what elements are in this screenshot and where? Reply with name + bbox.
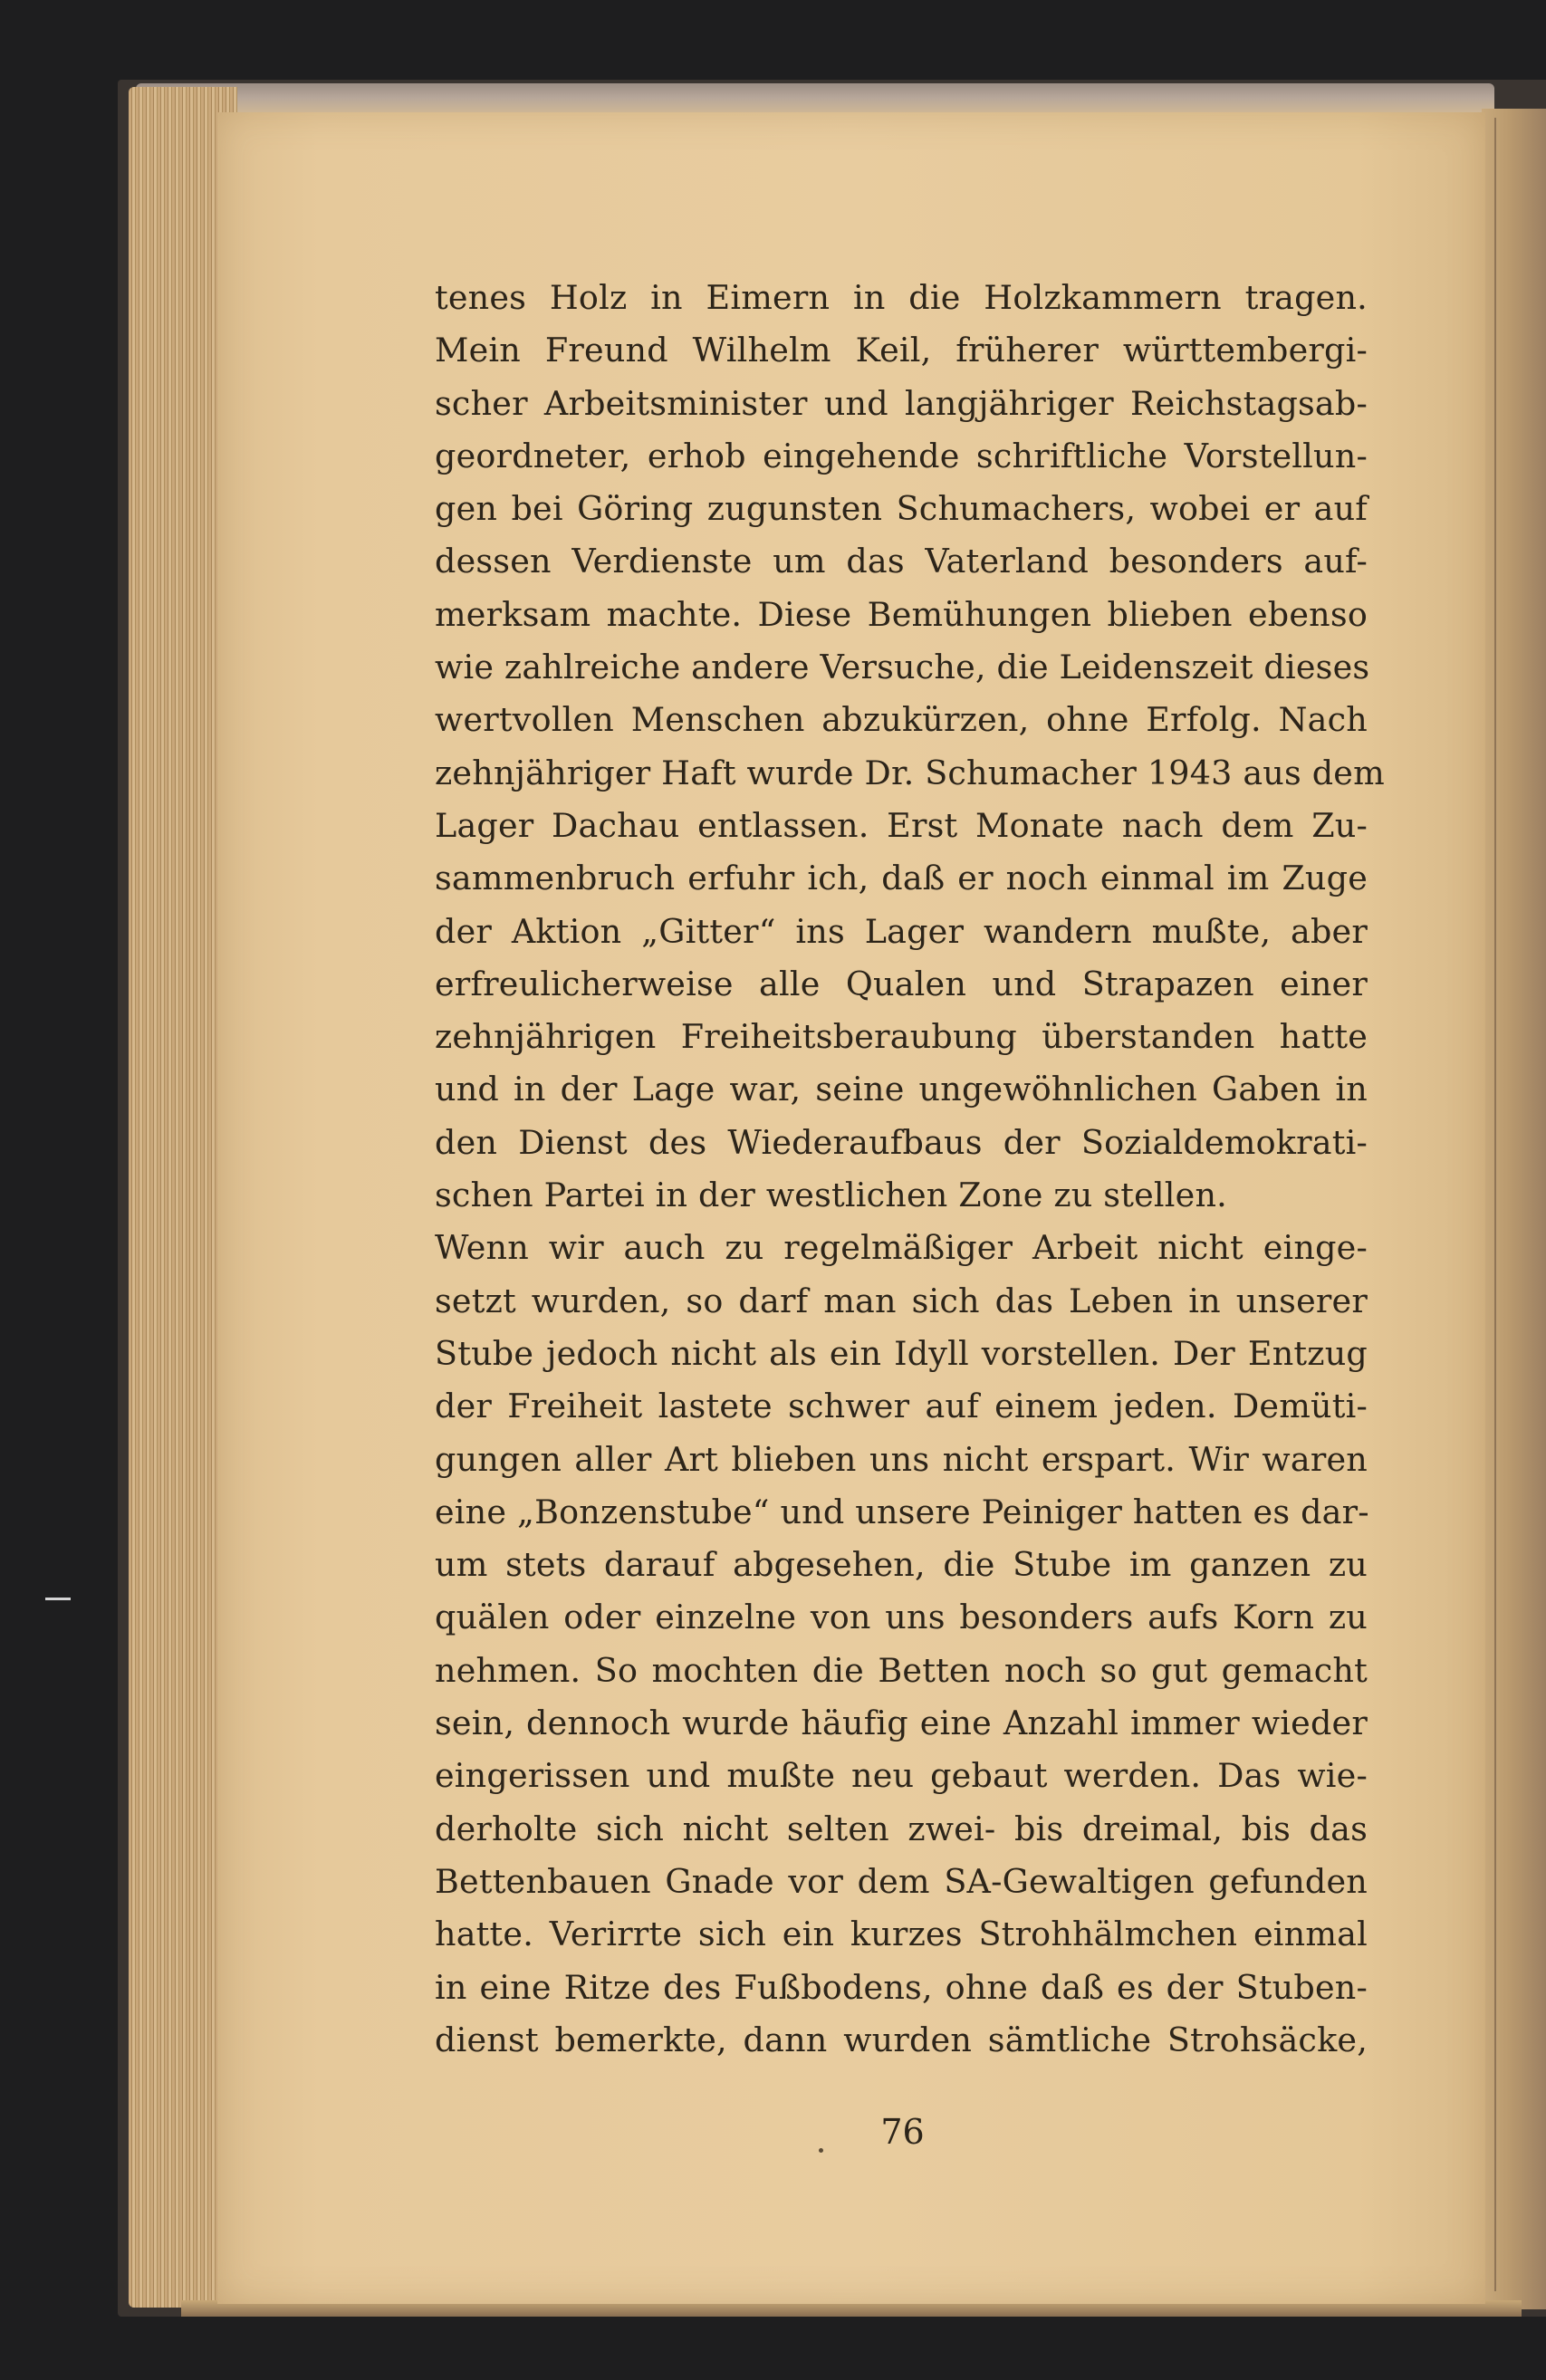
text-line: in eine Ritze des Fußbodens, ohne daß es der Stuben- xyxy=(435,1967,1368,2007)
text-line: derholte sich nicht selten zwei- bis dreimal, bis das xyxy=(435,1809,1368,1848)
text-line: schen Partei in der westlichen Zone zu stellen. xyxy=(435,1176,1227,1215)
text-line: geordneter, erhob eingehende schriftliche Vorstellun- xyxy=(435,436,1368,475)
text-line: scher Arbeitsminister und langjähriger Reichstagsab- xyxy=(435,383,1368,423)
page-number: 76 xyxy=(880,2112,925,2152)
text-line: eingerissen und mußte neu gebaut werden. Das wie- xyxy=(435,1756,1368,1796)
text-line: tenes Holz in Eimern in die Holzkammern tragen. xyxy=(435,278,1368,317)
text-line: sein, dennoch wurde häufig eine Anzahl immer wieder xyxy=(435,1703,1368,1743)
text-line: sammenbruch erfuhr ich, daß er noch einmal im Zuge xyxy=(435,859,1368,898)
text-line: Wenn wir auch zu regelmäßiger Arbeit nicht einge- xyxy=(435,1228,1368,1268)
text-line: nehmen. So mochten die Betten noch so gut gemacht xyxy=(435,1650,1368,1690)
text-line: und in der Lage war, seine ungewöhnlichen Gaben in xyxy=(435,1070,1368,1109)
text-line: um stets darauf abgesehen, die Stube im ganzen zu xyxy=(435,1545,1368,1585)
text-line: Bettenbauen Gnade vor dem SA-Gewaltigen gefunden xyxy=(435,1861,1368,1901)
text-line: Mein Freund Wilhelm Keil, früherer württembergi- xyxy=(435,331,1368,370)
text-line: wie zahlreiche andere Versuche, die Leidenszeit dieses xyxy=(435,648,1370,687)
text-line: Stube jedoch nicht als ein Idyll vorstellen. Der Entzug xyxy=(435,1333,1368,1373)
text-line: zehnjährigen Freiheitsberaubung überstanden hatte xyxy=(435,1017,1368,1057)
text-line: dienst bemerkte, dann wurden sämtliche Strohsäcke, xyxy=(435,2020,1368,2059)
text-line: erfreulicherweise alle Qualen und Strapazen einer xyxy=(435,964,1368,1003)
text-line: dessen Verdienste um das Vaterland besonders auf- xyxy=(435,542,1368,581)
text-line: der Freiheit lastete schwer auf einem jeden. Demüti- xyxy=(435,1387,1368,1426)
text-line: setzt wurden, so darf man sich das Leben in unserer xyxy=(435,1281,1368,1320)
body-text xyxy=(435,272,1385,2067)
text-line: eine „Bonzenstube“ und unsere Peiniger hatten es dar- xyxy=(435,1492,1369,1531)
page-number-row xyxy=(0,2112,1546,2152)
text-line: zehnjähriger Haft wurde Dr. Schumacher 1943 aus dem xyxy=(435,753,1385,792)
text-line: hatte. Verirrte sich ein kurzes Strohhälmchen einmal xyxy=(435,1915,1368,1954)
text-line: gungen aller Art blieben uns nicht erspart. Wir waren xyxy=(435,1439,1368,1479)
text-line: der Aktion „Gitter“ ins Lager wandern mußte, aber xyxy=(435,911,1368,951)
text-line: Lager Dachau entlassen. Erst Monate nach dem Zu- xyxy=(435,805,1368,845)
text-line: wertvollen Menschen abzukürzen, ohne Erfolg. Nach xyxy=(435,700,1368,740)
text-line: den Dienst des Wiederaufbaus der Sozialdemokrati- xyxy=(435,1122,1368,1162)
margin-tick-mark xyxy=(45,1598,71,1600)
right-edge-line xyxy=(1494,118,1496,2291)
text-line: merksam machte. Diese Bemühungen blieben ebenso xyxy=(435,594,1368,634)
text-line: quälen oder einzelne von uns besonders aufs Korn zu xyxy=(435,1598,1368,1637)
text-line: gen bei Göring zugunsten Schumachers, wobei er auf xyxy=(435,489,1368,529)
right-page-edge xyxy=(1482,109,1546,2309)
